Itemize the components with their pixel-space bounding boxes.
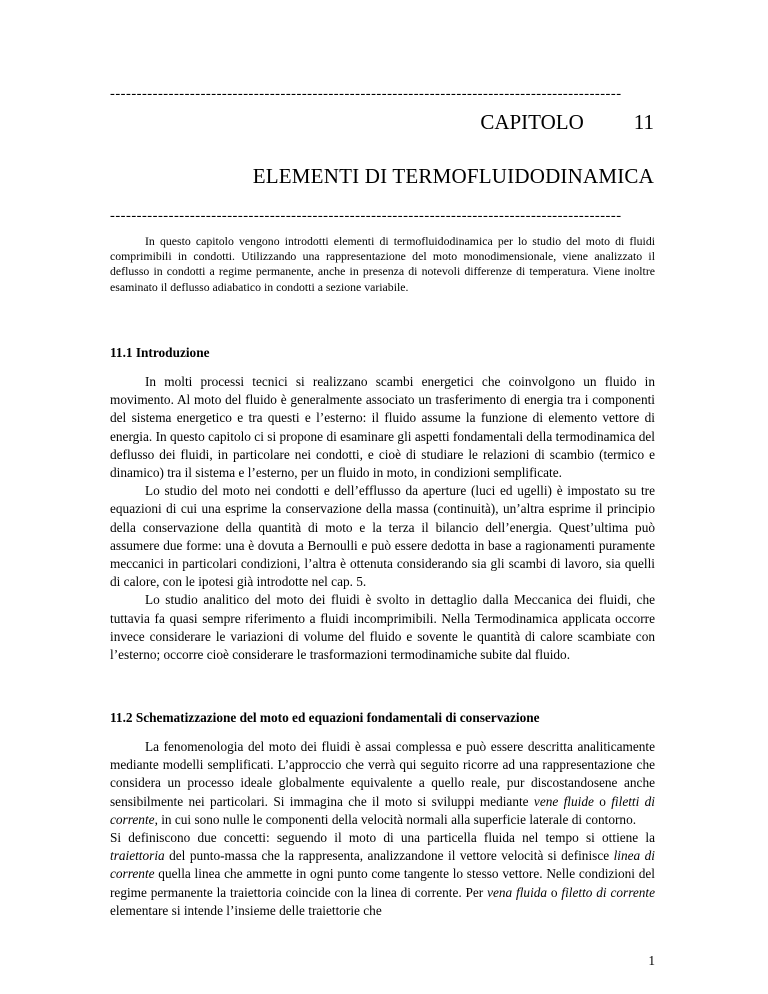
top-dashed-rule: ------------------------------------------------------------------------------------------------	[110, 86, 622, 102]
chapter-number: 11	[633, 110, 654, 134]
chapter-abstract: In questo capitolo vengono introdotti elementi di termofluidodinamica per lo studio del moto di fluidi comprimibili in condotti. Utilizzando una rappresentazione del moto monodimensionale, viene analizzato il deflusso in condotti a regime permanente, anche in presenza di notevoli differenze di temperatura. Viene inoltre esaminato il deflusso adiabatico in condotti a sezione variabile.	[110, 234, 655, 294]
chapter-title: ELEMENTI DI TERMOFLUIDODINAMICA	[252, 164, 654, 188]
paragraph: Si definiscono due concetti: seguendo il moto di una particella fluida nel tempo si ottiene la traiettoria del punto-massa che la rappresenta, analizzandone il vettore velocità si definisce linea di corrente quella linea che ammette in ogni punto come tangente lo stesso vettore. Nelle condizioni del regime permanente la traiettoria coincide con la linea di corrente. Per vena fluida o filetto di corrente elementare si intende l’insieme delle traiettorie che	[110, 830, 656, 918]
section-heading-11-1: 11.1 Introduzione	[110, 345, 210, 360]
paragraph: Lo studio del moto nei condotti e dell’efflusso da aperture (luci ed ugelli) è impostato su tre equazioni di cui una esprime la conservazione della massa (continuità), un’altra esprime il principio della conservazione della quantità di moto e la terza il bilancio dell’energia. Quest’ultima può assumere due forme: una è dovuta a Bernoulli e può essere dedotta in base a ragionamenti puramente meccanici in particolari condizioni, l’altra è ottenuta considerando sia gli scambi di lavoro, sia quelli di calore, con le ipotesi già introdotte nel cap. 5.	[110, 483, 655, 590]
paragraph: La fenomenologia del moto dei fluidi è assai complessa e può essere descritta analiticamente mediante modelli semplificati. L’approccio che verrà qui seguito ricorre ad una rappresentazione che considera un processo ideale globalmente equivalente a quello reale, pur discostandosene anche sensibilmente nei particolari. Si immagina che il moto si sviluppi mediante vene fluide o filetti di corrente, in cui sono nulle le componenti della velocità normali alla superficie laterale di contorno.	[110, 739, 655, 827]
section-heading-11-2: 11.2 Schematizzazione del moto ed equazioni fondamentali di conservazione	[110, 710, 540, 725]
bottom-dashed-rule: ------------------------------------------------------------------------------------------------	[110, 208, 622, 224]
paragraph: In molti processi tecnici si realizzano scambi energetici che coinvolgono un fluido in movimento. Al moto del fluido è generalmente associato un trasferimento di energia tra i componenti del sistema energetico e tra questi e l’esterno: il fluido assume la funzione di elemento vettore di energia. In questo capitolo ci si propone di esaminare gli aspetti fondamentali della termodinamica del deflusso dei fluidi, in particolare nei condotti, e cioè di studiare le relazioni di scambio (termico e dinamico) tra il sistema e l’esterno, per un fluido in moto, in condizioni semplificate.	[110, 374, 655, 481]
section-11-2-body	[110, 738, 655, 920]
section-11-1-body	[110, 373, 655, 664]
chapter-heading	[0, 110, 654, 135]
chapter-label: CAPITOLO	[480, 110, 584, 134]
page-number: 1	[648, 953, 655, 968]
paragraph: Lo studio analitico del moto dei fluidi è svolto in dettaglio dalla Meccanica dei fluidi, che tuttavia fa quasi sempre riferimento a fluidi incomprimibili. Nella Termodinamica applicata occorre invece considerare le variazioni di volume del fluido e sovente le quantità di calore scambiate con l’esterno; occorre cioè considerare le trasformazioni termodinamiche subite dal fluido.	[110, 592, 655, 663]
